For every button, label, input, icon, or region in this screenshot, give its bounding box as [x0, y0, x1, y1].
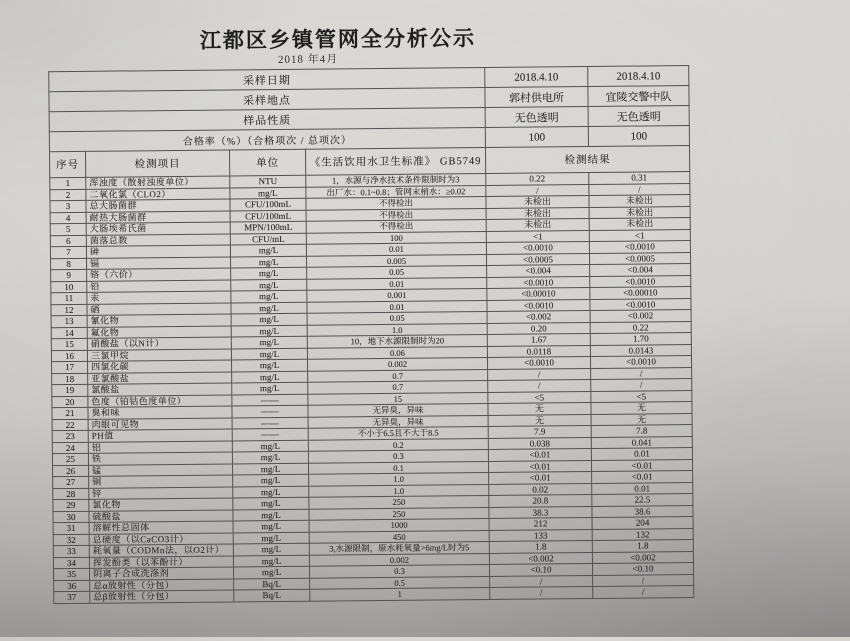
row-item: 总β放射性（分包）: [90, 590, 234, 603]
row-standard: 1: [310, 587, 490, 600]
row-item: 铝: [88, 440, 232, 453]
row-unit: ——: [232, 417, 308, 429]
row-result-1: <0.0010: [487, 276, 590, 288]
row-standard: 0.3: [308, 449, 488, 462]
row-result-1: 0.22: [486, 173, 589, 185]
row-standard: 250: [309, 507, 489, 520]
sample-nature-2: 无色透明: [588, 106, 689, 127]
row-item: 三氯甲烷: [87, 348, 231, 361]
row-unit: mg/L: [232, 440, 308, 452]
row-result-1: /: [490, 575, 593, 587]
row-standard: 1.0: [307, 323, 487, 336]
row-no: 7: [50, 246, 86, 258]
row-standard: 不小于6.5且不大于8.5: [308, 426, 488, 439]
row-standard: 0.7: [308, 369, 488, 382]
row-item: 氟化物: [87, 325, 231, 338]
row-result-2: <0.004: [590, 264, 691, 276]
row-no: 14: [51, 327, 87, 339]
row-standard: 100: [306, 231, 486, 244]
row-unit: Bq/L: [234, 589, 310, 601]
pass-rate-label: 合格率（%）（合格项次 / 总项次）: [49, 128, 485, 152]
row-result-2: <0.10: [592, 563, 693, 575]
row-result-2: <0.002: [592, 551, 693, 563]
row-no: 27: [53, 476, 89, 488]
row-unit: mg/L: [233, 532, 309, 544]
row-unit: mg/L: [233, 486, 309, 498]
sample-date-2: 2018.4.10: [588, 66, 689, 87]
row-result-1: 0.0118: [487, 345, 590, 357]
row-result-1: 未检出: [486, 196, 589, 208]
analysis-table: [48, 65, 694, 604]
row-no: 36: [54, 580, 90, 592]
row-no: 13: [51, 315, 87, 327]
row-no: 30: [53, 511, 89, 523]
sample-site-1: 郭村供电所: [485, 87, 588, 108]
row-no: 2: [50, 189, 86, 201]
row-unit: MPN/100mL: [230, 221, 306, 233]
row-result-2: 0.0143: [590, 344, 691, 356]
row-result-2: 22.5: [592, 494, 693, 506]
row-no: 22: [52, 419, 88, 431]
row-standard: 0.001: [307, 289, 487, 302]
row-no: 32: [53, 534, 89, 546]
row-result-2: /: [591, 367, 692, 379]
row-unit: mg/L: [231, 348, 307, 360]
row-standard: 0.1: [308, 461, 488, 474]
row-unit: CFU/100mL: [230, 210, 306, 222]
row-result-1: <0.0010: [487, 299, 590, 311]
row-unit: mg/L: [231, 325, 307, 337]
row-unit: mg/L: [233, 509, 309, 521]
row-item: 臭和味: [88, 406, 232, 419]
row-result-2: 未检出: [589, 206, 690, 218]
row-no: 28: [53, 488, 89, 500]
row-result-1: 0.038: [488, 437, 591, 449]
row-result-1: 38.3: [489, 506, 592, 518]
row-no: 37: [54, 591, 90, 603]
row-no: 23: [52, 430, 88, 442]
row-item: 色度（铂钴色度单位）: [88, 394, 232, 407]
row-standard: 450: [309, 530, 489, 543]
row-item: 二氧化氯（CLO2）: [86, 187, 230, 200]
row-no: 34: [53, 557, 89, 569]
row-no: 35: [53, 568, 89, 580]
row-unit: Bq/L: [234, 578, 310, 590]
row-standard: 0.5: [310, 576, 490, 589]
row-item: 总硬度（以CaCO3计）: [89, 532, 233, 545]
row-unit: mg/L: [230, 187, 306, 199]
sample-site-label: 采样地点: [49, 88, 485, 112]
row-unit: NTU: [230, 175, 306, 187]
row-no: 9: [51, 269, 87, 281]
row-result-2: 无: [591, 413, 692, 425]
row-result-1: <1: [486, 230, 589, 242]
row-unit: mg/L: [231, 313, 307, 325]
row-no: 12: [51, 304, 87, 316]
row-item: 氯化物: [89, 498, 233, 511]
row-result-1: <0.0010: [487, 357, 590, 369]
row-item: 硝酸盐（以N计）: [87, 337, 231, 350]
row-result-1: <0.00010: [487, 288, 590, 300]
row-result-2: 132: [592, 528, 693, 540]
row-item: PH值: [88, 429, 232, 442]
row-result-1: <0.10: [489, 563, 592, 575]
row-result-2: 无: [591, 402, 692, 414]
row-result-2: 未检出: [589, 218, 690, 230]
row-result-2: /: [589, 183, 690, 195]
row-item: 铅: [87, 279, 231, 292]
row-result-2: 38.6: [592, 505, 693, 517]
row-result-2: 0.31: [589, 172, 690, 184]
row-no: 8: [51, 258, 87, 270]
row-item: 总大肠菌群: [86, 199, 230, 212]
row-unit: ——: [232, 405, 308, 417]
row-result-1: /: [488, 380, 591, 392]
row-item: 菌落总数: [86, 233, 230, 246]
row-result-1: 1.8: [489, 540, 592, 552]
row-standard: 250: [309, 495, 489, 508]
row-result-1: <5: [488, 391, 591, 403]
doc-date-line: 2018 年4月: [277, 53, 339, 66]
row-standard: 10，地下水源限制时为20: [307, 334, 487, 347]
row-unit: mg/L: [232, 371, 308, 383]
pass-rate-1: 100: [485, 127, 588, 148]
row-standard: 出厂水：0.1~0.8；管网末梢水：≥0.02: [306, 185, 486, 198]
sample-site-2: 宜陵交警中队: [588, 86, 689, 107]
info-head: [49, 66, 690, 178]
row-item: 四氯化碳: [88, 360, 232, 373]
row-unit: mg/L: [233, 566, 309, 578]
row-standard: 0.002: [307, 357, 487, 370]
row-result-1: <0.0005: [486, 253, 589, 265]
row-unit: mg/L: [230, 244, 306, 256]
row-unit: mg/L: [233, 520, 309, 532]
results-body: [50, 172, 694, 604]
row-unit: mg/L: [232, 382, 308, 394]
row-no: 6: [50, 235, 86, 247]
row-result-2: 1.8: [592, 540, 693, 552]
row-result-1: 212: [489, 518, 592, 530]
row-item: 挥发酚类（以苯酚计）: [89, 555, 233, 568]
row-standard: 0.05: [307, 311, 487, 324]
row-result-2: 0.01: [592, 482, 693, 494]
row-no: 20: [52, 396, 88, 408]
row-standard: 0.3: [309, 564, 489, 577]
row-standard: 无异臭，异味: [308, 415, 488, 428]
row-item: 硫酸盐: [89, 509, 233, 522]
row-item: 砷: [86, 245, 230, 258]
row-unit: mg/L: [231, 256, 307, 268]
row-result-2: <0.01: [592, 471, 693, 483]
row-result-2: 未检出: [589, 195, 690, 207]
row-item: 氯酸盐: [88, 383, 232, 396]
row-result-2: 0.22: [590, 321, 691, 333]
row-item: 溶解性总固体: [89, 521, 233, 534]
row-standard: 1，水源与净水技术条件限制时为3: [306, 174, 486, 187]
row-standard: 0.002: [309, 553, 489, 566]
row-item: 铜: [89, 475, 233, 488]
row-no: 33: [53, 545, 89, 557]
row-standard: 0.2: [308, 438, 488, 451]
row-standard: 不得检出: [306, 208, 486, 221]
row-result-1: <0.01: [488, 449, 591, 461]
row-no: 4: [50, 212, 86, 224]
row-no: 21: [52, 407, 88, 419]
row-result-1: 0.02: [489, 483, 592, 495]
row-unit: mg/L: [233, 474, 309, 486]
row-no: 16: [51, 350, 87, 362]
row-result-1: <0.0010: [486, 242, 589, 254]
row-no: 24: [52, 442, 88, 454]
row-standard: 15: [308, 392, 488, 405]
sample-date-label: 采样日期: [49, 68, 485, 92]
row-item: 阴离子合成洗涤剂: [89, 567, 233, 580]
row-unit: mg/L: [233, 555, 309, 567]
row-unit: mg/L: [233, 497, 309, 509]
row-item: 镉: [87, 256, 231, 269]
row-unit: mg/L: [232, 359, 308, 371]
row-unit: mg/L: [233, 543, 309, 555]
row-standard: 不得检出: [306, 220, 486, 233]
row-result-2: 1.70: [590, 333, 691, 345]
row-unit: CFU/mL: [230, 233, 306, 245]
row-unit: mg/L: [231, 279, 307, 291]
row-item: 铬（六价）: [87, 268, 231, 281]
row-standard: 0.01: [307, 277, 487, 290]
row-standard: 0.01: [306, 243, 486, 256]
row-item: 铁: [88, 452, 232, 465]
row-result-1: 1.67: [487, 334, 590, 346]
row-item: 硒: [87, 302, 231, 315]
row-item: 亚氯酸盐: [88, 371, 232, 384]
row-no: 26: [53, 465, 89, 477]
row-result-1: 无: [488, 414, 591, 426]
header-unit: 单位: [229, 149, 305, 176]
row-result-2: <0.002: [590, 310, 691, 322]
row-unit: mg/L: [231, 336, 307, 348]
sample-date-1: 2018.4.10: [485, 67, 588, 88]
row-unit: mg/L: [231, 302, 307, 314]
row-no: 18: [52, 373, 88, 385]
row-result-1: <0.004: [487, 265, 590, 277]
sample-nature-label: 样品性质: [49, 108, 485, 132]
row-result-1: 未检出: [486, 219, 589, 231]
row-unit: mg/L: [232, 451, 308, 463]
header-standard: 《生活饮用水卫生标准》 GB5749: [305, 148, 485, 176]
row-item: 肉眼可见物: [88, 417, 232, 430]
row-result-2: 204: [592, 517, 693, 529]
row-result-1: <0.002: [489, 552, 592, 564]
row-standard: 0.06: [307, 346, 487, 359]
row-standard: 0.05: [307, 266, 487, 279]
row-unit: ——: [232, 394, 308, 406]
header-item: 检测项目: [85, 150, 229, 177]
row-item: 氰化物: [87, 314, 231, 327]
header-no: 序号: [49, 151, 85, 177]
row-no: 17: [52, 361, 88, 373]
row-result-1: <0.01: [488, 460, 591, 472]
row-standard: 0.01: [307, 300, 487, 313]
row-standard: 0.005: [307, 254, 487, 267]
row-result-1: <0.01: [489, 472, 592, 484]
row-unit: mg/L: [231, 267, 307, 279]
row-result-2: /: [593, 586, 694, 598]
row-no: 11: [51, 292, 87, 304]
row-standard: 无异臭，异味: [308, 403, 488, 416]
row-no: 3: [50, 200, 86, 212]
row-no: 1: [50, 177, 86, 189]
row-result-2: /: [593, 574, 694, 586]
row-item: 耐热大肠菌群: [86, 210, 230, 223]
row-item: 锌: [89, 486, 233, 499]
row-result-1: /: [490, 586, 593, 598]
row-result-2: 0.041: [591, 436, 692, 448]
row-no: 29: [53, 499, 89, 511]
row-result-2: /: [591, 379, 692, 391]
row-result-1: 未检出: [486, 207, 589, 219]
sample-nature-1: 无色透明: [485, 107, 588, 128]
row-result-2: <0.00010: [590, 287, 691, 299]
row-result-2: 7.8: [591, 425, 692, 437]
row-no: 25: [52, 453, 88, 465]
row-result-2: <0.0010: [589, 241, 690, 253]
row-result-1: 0.20: [487, 322, 590, 334]
row-standard: 1000: [309, 518, 489, 531]
row-no: 19: [52, 384, 88, 396]
row-item: 汞: [87, 291, 231, 304]
row-result-1: /: [486, 184, 589, 196]
row-result-1: 无: [488, 403, 591, 415]
row-item: 浑浊度（散射浊度单位）: [86, 176, 230, 189]
row-result-2: <5: [591, 390, 692, 402]
pass-rate-2: 100: [588, 126, 689, 147]
row-standard: 不得检出: [306, 197, 486, 210]
row-item: 锰: [89, 463, 233, 476]
header-result: 检测结果: [485, 146, 689, 174]
row-result-2: <0.01: [591, 459, 692, 471]
row-unit: mg/L: [232, 463, 308, 475]
row-standard: 0.7: [308, 380, 488, 393]
row-result-2: <0.0010: [590, 275, 691, 287]
row-standard: 1.0: [309, 472, 489, 485]
row-item: 大肠埃希氏菌: [86, 222, 230, 235]
row-result-2: <0.0005: [589, 252, 690, 264]
row-result-2: <0.0010: [590, 356, 691, 368]
row-unit: CFU/100mL: [230, 198, 306, 210]
row-result-1: <0.002: [487, 311, 590, 323]
row-result-1: /: [488, 368, 591, 380]
row-no: 31: [53, 522, 89, 534]
row-item: 总α放射性（分包）: [90, 578, 234, 591]
row-standard: 3,水源限制，原水耗氧量>6mg/L时为5: [309, 541, 489, 554]
doc-title: 江都区乡镇管网全分析公示: [199, 26, 477, 53]
row-item: 耗氧量（CODMn法，以O2计）: [89, 544, 233, 557]
row-result-2: <0.0010: [590, 298, 691, 310]
row-result-2: 0.01: [591, 448, 692, 460]
row-result-2: <1: [589, 229, 690, 241]
row-result-1: 20.8: [489, 495, 592, 507]
row-no: 10: [51, 281, 87, 293]
row-no: 5: [50, 223, 86, 235]
row-no: 15: [51, 338, 87, 350]
row-result-1: 7.9: [488, 426, 591, 438]
row-unit: ——: [232, 428, 308, 440]
row-result-1: 133: [489, 529, 592, 541]
row-unit: mg/L: [231, 290, 307, 302]
row-standard: 1.0: [309, 484, 489, 497]
